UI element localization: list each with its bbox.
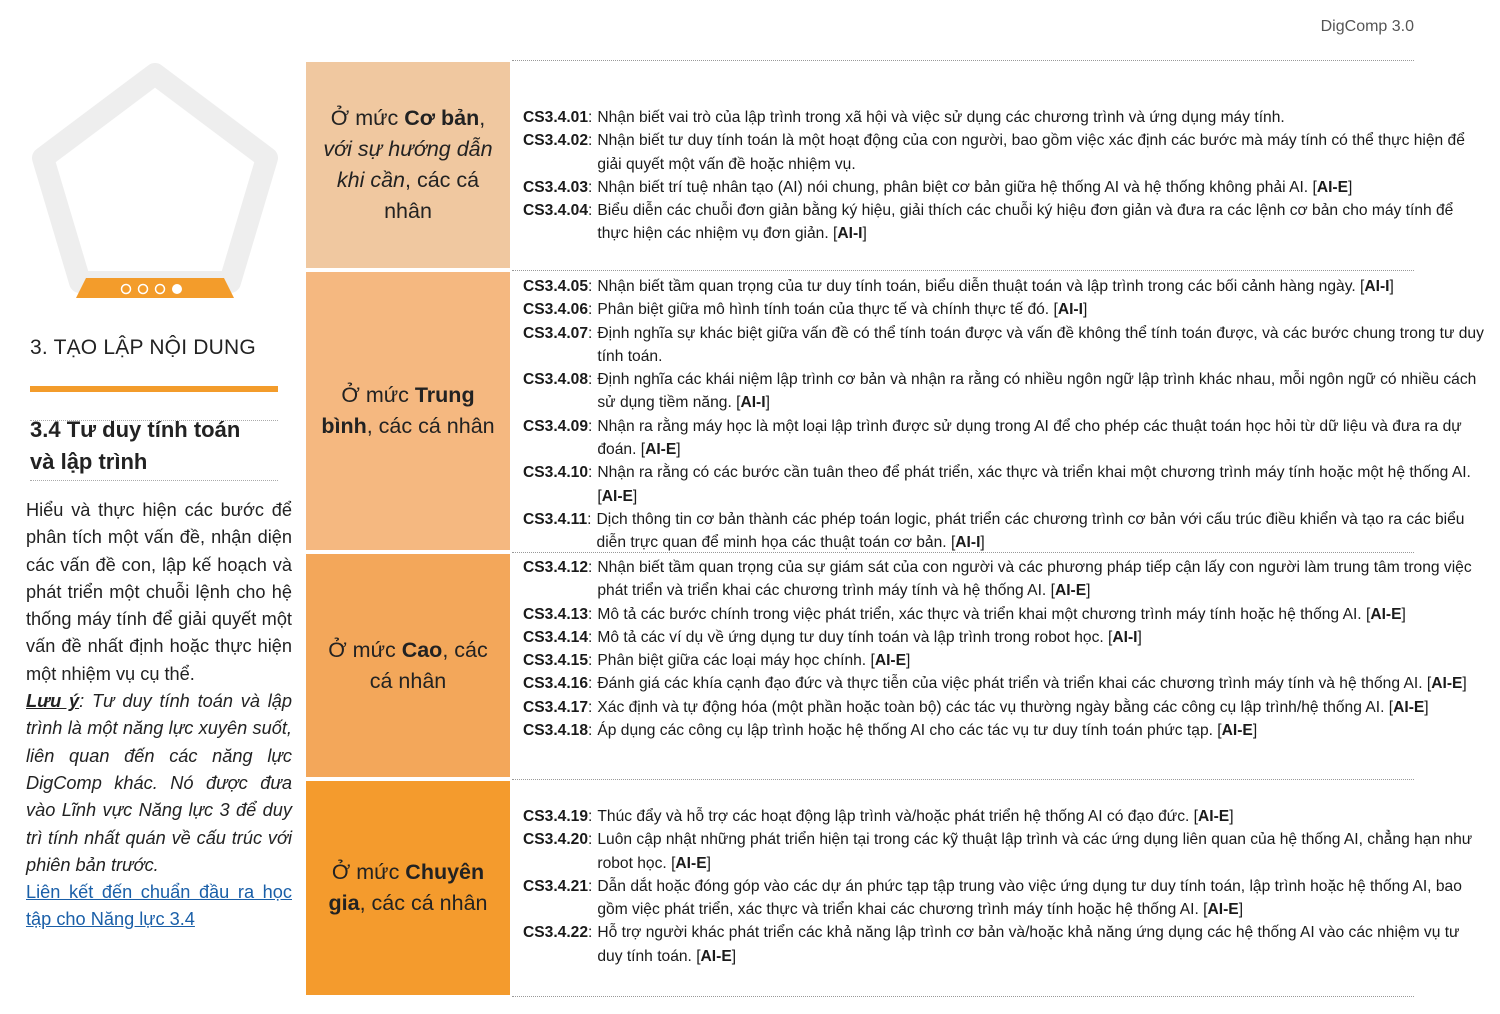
pentagon-illustration — [30, 60, 280, 310]
bracket: [ — [1422, 675, 1432, 693]
outcome-text-block — [597, 719, 1488, 742]
bracket: ] — [706, 854, 711, 872]
outcome-text-block — [597, 298, 1488, 321]
outcome-text: Dịch thông tin cơ bản thành các phép toán logic, phát triển các chương trình cơ bản với cấu trúc điều khiển và tạo ra các biểu diễn trực quan để minh họa các thuật toán cơ bản. — [596, 510, 1465, 552]
level-prefix: Ở mức — [331, 860, 406, 884]
bracket: [ — [1103, 628, 1113, 646]
competence-area-title: 3. TẠO LẬP NỘI DUNG — [30, 336, 256, 359]
level-name: Chuyên gia — [328, 860, 485, 915]
bracket: [ — [597, 487, 602, 505]
bracket: [ — [1198, 901, 1208, 919]
outcome-colon: : — [588, 831, 593, 849]
outcome-code: CS3.4.10 — [523, 464, 589, 482]
ai-tag: AI-I — [1057, 301, 1083, 319]
outcome-text-block — [597, 275, 1488, 298]
outcome-text: Mô tả các ví dụ về ứng dụng tư duy tính toán và lập trình trong robot học. — [597, 628, 1104, 646]
level-cell-basic — [306, 62, 510, 268]
level-suffix: , các cá nhân — [359, 891, 488, 915]
ai-tag: AI-E — [645, 441, 677, 459]
level-guidance: với sự hướng dẫn khi cần — [323, 137, 493, 192]
ai-tag: AI-E — [1054, 582, 1087, 600]
ai-tag: AI-E — [1316, 178, 1348, 196]
outcome-code: CS3.4.06 — [523, 301, 589, 319]
bracket: [ — [1308, 178, 1317, 196]
outcome-code: CS3.4.16 — [523, 675, 589, 693]
outcome-code: CS3.4.01 — [523, 109, 589, 126]
learning-outcome — [523, 875, 1488, 922]
outcome-code: CS3.4.11 — [523, 510, 588, 528]
ai-tag: AI-E — [675, 854, 707, 872]
document-series-label: DigComp 3.0 — [1320, 18, 1414, 35]
bracket: [ — [1189, 808, 1198, 825]
bracket: ] — [1401, 605, 1406, 623]
outcome-text: Nhận biết tư duy tính toán là một hoạt động của con người, bao gồm việc xác định các bước mà máy tính có thể thực hiện để giải quyết một vấn đề hoặc nhiệm vụ. — [597, 132, 1465, 173]
ai-tag: AI-E — [1370, 605, 1402, 623]
ai-tag: AI-I — [837, 225, 863, 243]
outcome-colon: : — [588, 324, 593, 342]
row-separator — [512, 270, 1414, 271]
outcome-code: CS3.4.21 — [523, 877, 589, 895]
outcome-colon: : — [588, 417, 593, 435]
bracket: ] — [731, 947, 737, 965]
outcome-code: CS3.4.17 — [523, 698, 589, 716]
ai-tag: AI-E — [1221, 722, 1253, 740]
level-suffix-2: , các cá nhân — [384, 168, 480, 223]
learning-outcome — [523, 275, 1488, 298]
outcome-text-block — [597, 649, 1488, 672]
bracket: ] — [765, 394, 770, 412]
learning-outcome — [523, 603, 1488, 626]
bracket: ] — [906, 652, 911, 670]
outcome-text-block — [597, 508, 1488, 555]
level-name: Cao — [401, 637, 443, 662]
outcomes-basic — [523, 106, 1488, 246]
outcome-text: Hỗ trợ người khác phát triển các khả năng lập trình cơ bản và/hoặc khả năng ứng dụng các hệ thống AI vào các nhiệm vụ tư duy tính toán. — [597, 924, 1460, 965]
outcome-text: Nhận biết trí tuệ nhân tạo (AI) nói chung, phân biệt cơ bản giữa hệ thống AI và hệ thống không phải AI. — [597, 178, 1309, 196]
bracket: ] — [1229, 808, 1234, 825]
outcome-text: Nhận biết tầm quan trọng của sự giám sát của con người và các phương pháp tiếp cận lấy con người làm trung tâm trong việc phát triển và triển khai các chương trình máy tính và hệ thống AI. — [597, 559, 1472, 600]
outcome-text: Nhận ra rằng có các bước cần tuân theo để phát triển, xác thực và triển khai một chương trình máy tính hoặc một hệ thống AI. — [597, 464, 1471, 482]
outcome-code: CS3.4.18 — [523, 722, 589, 740]
outcome-code: CS3.4.05 — [523, 278, 589, 295]
bracket: ] — [1238, 901, 1244, 919]
outcome-colon: : — [588, 132, 593, 150]
learning-outcome — [523, 921, 1488, 968]
level-name: Trung bình — [321, 383, 475, 438]
learning-outcome — [523, 626, 1488, 649]
bracket: [ — [1384, 698, 1394, 716]
outcome-text-block — [597, 696, 1488, 719]
outcome-text-block — [597, 921, 1488, 968]
outcome-code: CS3.4.02 — [523, 132, 589, 150]
level-prefix: Ở mức — [330, 106, 405, 130]
outcome-text-block — [597, 875, 1488, 922]
ai-tag: AI-E — [1207, 901, 1239, 919]
level-suffix: , các cá nhân — [366, 414, 495, 438]
bracket: ] — [1424, 698, 1429, 716]
bracket: ] — [1252, 722, 1258, 740]
ai-tag: AI-I — [955, 534, 981, 552]
bracket: ] — [632, 487, 638, 505]
bracket: ] — [1086, 582, 1091, 600]
learning-outcome — [523, 461, 1488, 508]
outcome-code: CS3.4.03 — [523, 178, 589, 196]
learning-outcome — [523, 368, 1488, 415]
outcome-colon: : — [588, 301, 593, 319]
bracket: ] — [980, 534, 985, 552]
ai-tag: AI-I — [1364, 278, 1390, 295]
outcome-text-block — [597, 106, 1488, 129]
outcome-code: CS3.4.19 — [523, 808, 589, 825]
outcome-colon: : — [588, 675, 593, 693]
ai-tag: AI-E — [874, 652, 906, 670]
outcomes-intermediate — [523, 275, 1488, 555]
bracket: ] — [1082, 301, 1088, 319]
learning-outcome — [523, 298, 1488, 321]
outcome-colon: : — [588, 877, 593, 895]
bracket: [ — [1212, 722, 1222, 740]
outcome-code: CS3.4.13 — [523, 605, 589, 623]
learning-outcome — [523, 696, 1488, 719]
outcome-text: Xác định và tự động hóa (một phần hoặc toàn bộ) các tác vụ thường ngày bằng các công cụ lập trình/hệ thống AI. — [597, 698, 1385, 716]
level-suffix: , — [479, 106, 486, 130]
outcome-text-block — [597, 672, 1488, 695]
learning-outcome — [523, 176, 1488, 199]
note-text: : Tư duy tính toán và lập trình là một năng lực xuyên suốt, liên quan đến các năng lực DigComp khác. Nó được đưa vào Lĩnh vực Năng lực 3 để duy trì tính nhất quán về cấu trúc với phiên bản trước. — [26, 691, 293, 875]
outcome-text: Nhận biết vai trò của lập trình trong xã hội và việc sử dụng các chương trình và ứng dụng máy tính. — [597, 109, 1285, 126]
bracket: [ — [1355, 278, 1365, 295]
outcome-text: Dẫn dắt hoặc đóng góp vào các dự án phức tạp tập trung vào việc ứng dụng tư duy tính toán, lập trình hoặc hệ thống AI, bao gồm việc phát triển, xác thực và triển khai các chương trình máy tính hoặc hệ thống AI. — [597, 877, 1462, 919]
competence-description — [26, 497, 292, 934]
bracket: [ — [691, 947, 701, 965]
row-separator — [512, 779, 1414, 780]
outcome-text: Biểu diễn các chuỗi đơn giản bằng ký hiệu, giải thích các chuỗi ký hiệu đơn giản và đưa ra các lệnh cơ bản cho máy tính để thực hiện các nhiệm vụ đơn giản. — [597, 202, 1454, 243]
outcome-text: Nhận ra rằng máy học là một loại lập trình được sử dụng trong AI để cho phép các thuật toán học hỏi từ dữ liệu và đưa ra dự đoán. — [597, 417, 1462, 459]
outcome-text-block — [597, 626, 1488, 649]
outcome-text-block — [597, 603, 1488, 626]
bracket: [ — [1361, 605, 1371, 623]
learning-outcome — [523, 106, 1488, 129]
outcome-code: CS3.4.12 — [523, 559, 589, 576]
outcome-text-block — [597, 805, 1488, 828]
learning-outcome — [523, 129, 1488, 176]
outcome-colon: : — [588, 628, 593, 646]
outcome-text: Đánh giá các khía cạnh đạo đức và thực tiễn của việc phát triển và triển khai các chương trình máy tính và hệ thống AI. — [597, 675, 1423, 693]
learning-outcome — [523, 508, 1488, 555]
learning-outcome — [523, 672, 1488, 695]
dotted-divider — [30, 480, 278, 481]
competence-title — [30, 414, 240, 478]
ai-tag: AI-E — [601, 487, 633, 505]
outcome-text: Nhận biết tầm quan trọng của tư duy tính toán, biểu diễn thuật toán và lập trình trong các bối cảnh hàng ngày. — [597, 278, 1356, 295]
outcome-text: Mô tả các bước chính trong việc phát triển, xác thực và triển khai một chương trình máy tính hoặc hệ thống AI. — [597, 605, 1362, 623]
outcome-text-block — [597, 199, 1488, 246]
progress-dot-4-active — [172, 284, 182, 294]
outcome-colon: : — [588, 109, 593, 126]
outcome-code: CS3.4.15 — [523, 652, 589, 670]
outcome-code: CS3.4.09 — [523, 417, 589, 435]
outcome-text-block — [597, 322, 1488, 369]
outcome-code: CS3.4.14 — [523, 628, 589, 646]
level-cell-intermediate — [306, 272, 510, 550]
level-cell-expert — [306, 781, 510, 995]
orange-divider — [30, 386, 278, 392]
outcome-text: Phân biệt giữa mô hình tính toán của thực tế và chính thực tế đó. — [597, 301, 1050, 319]
outcomes-expert — [523, 805, 1488, 968]
outcome-colon: : — [588, 808, 593, 825]
learning-outcome — [523, 719, 1488, 742]
bracket: [ — [828, 225, 838, 243]
learning-outcome — [523, 649, 1488, 672]
learning-outcome — [523, 805, 1488, 828]
level-prefix: Ở mức — [341, 383, 415, 407]
outcome-code: CS3.4.22 — [523, 924, 589, 942]
outcome-text: Định nghĩa sự khác biệt giữa vấn đề có thể tính toán được và vấn đề không thể tính toán được, và các bước chung trong tư duy tính toán. — [597, 324, 1484, 365]
outcome-colon: : — [587, 510, 592, 528]
row-separator — [512, 60, 1414, 61]
bracket: [ — [866, 652, 875, 670]
ai-tag: AI-E — [700, 947, 732, 965]
row-separator — [512, 996, 1414, 997]
outcome-colon: : — [588, 924, 593, 942]
outcome-text: Thúc đẩy và hỗ trợ các hoạt động lập trình và/hoặc phát triển hệ thống AI có đạo đức. — [597, 808, 1190, 825]
bracket: [ — [666, 854, 676, 872]
ai-tag: AI-I — [740, 394, 766, 412]
outcome-text: Phân biệt giữa các loại máy học chính. — [597, 652, 867, 670]
bracket: ] — [1462, 675, 1467, 693]
outcome-text: Áp dụng các công cụ lập trình hoặc hệ thống AI cho các tác vụ tư duy tính toán phức tạp. — [597, 722, 1213, 740]
ai-tag: AI-E — [1393, 698, 1425, 716]
bracket: [ — [946, 534, 956, 552]
description-text: Hiểu và thực hiện các bước để phân tích một vấn đề, nhận diện các vấn đề con, lập kế hoạch và phát triển một chuỗi lệnh cho hệ thống máy tính để giải quyết một vấn đề nhất định hoặc thực hiện một nhiệm vụ cụ thể. — [26, 500, 292, 684]
competence-title-line-1: 3.4 Tư duy tính toán — [30, 417, 241, 442]
bracket: ] — [1348, 178, 1353, 196]
outcome-colon: : — [588, 202, 593, 220]
outcome-text-block — [597, 368, 1488, 415]
outcome-colon: : — [588, 722, 593, 740]
note — [26, 688, 292, 879]
bracket: ] — [862, 225, 867, 243]
bracket: ] — [1137, 628, 1142, 646]
outcome-colon: : — [588, 652, 593, 670]
ai-tag: AI-E — [1431, 675, 1463, 693]
outcome-colon: : — [588, 605, 593, 623]
outcome-code: CS3.4.08 — [523, 371, 589, 389]
learning-outcomes-link[interactable]: Liên kết đến chuẩn đầu ra học tập cho Năng lực 3.4 — [26, 882, 292, 930]
level-suffix: , các cá nhân — [369, 637, 488, 693]
outcome-text-block — [597, 556, 1488, 603]
ai-tag: AI-E — [1198, 808, 1230, 825]
competence-title-line-2: và lập trình — [30, 449, 148, 474]
outcome-text-block — [597, 129, 1488, 176]
outcome-colon: : — [588, 464, 593, 482]
ai-tag: AI-I — [1112, 628, 1138, 646]
bracket: [ — [731, 394, 741, 412]
learning-outcome — [523, 322, 1488, 369]
learning-outcome — [523, 415, 1488, 462]
outcome-colon: : — [588, 559, 593, 576]
level-name: Cơ bản — [404, 106, 480, 130]
outcome-text: Luôn cập nhật những phát triển hiện tại trong các kỹ thuật lập trình và các ứng dụng liên quan của hệ thống AI, chẳng hạn như robot học. — [597, 831, 1473, 872]
level-prefix: Ở mức — [328, 637, 402, 662]
outcome-text-block — [597, 415, 1488, 462]
level-cell-advanced — [306, 554, 510, 777]
outcome-colon: : — [588, 278, 593, 295]
outcome-colon: : — [588, 698, 593, 716]
outcome-text: Định nghĩa các khái niệm lập trình cơ bản và nhận ra rằng có nhiều ngôn ngữ lập trình khác nhau, mỗi ngôn ngữ có nhiều cách sử dụng tiềm năng. — [597, 371, 1477, 412]
outcome-text-block — [597, 176, 1488, 199]
outcome-text-block — [597, 461, 1488, 508]
bracket: ] — [676, 441, 681, 459]
outcomes-advanced — [523, 556, 1488, 742]
outcome-code: CS3.4.04 — [523, 202, 589, 220]
outcome-colon: : — [588, 178, 593, 196]
learning-outcome — [523, 556, 1488, 603]
bracket: ] — [1389, 278, 1394, 295]
learning-outcome — [523, 199, 1488, 246]
bracket: [ — [1046, 582, 1055, 600]
bracket: [ — [1049, 301, 1058, 319]
outcome-code: CS3.4.20 — [523, 831, 589, 849]
outcome-code: CS3.4.07 — [523, 324, 589, 342]
note-label: Lưu ý — [26, 691, 80, 712]
bracket: [ — [636, 441, 646, 459]
learning-outcome — [523, 828, 1488, 875]
outcome-colon: : — [588, 371, 593, 389]
outcome-text-block — [597, 828, 1488, 875]
